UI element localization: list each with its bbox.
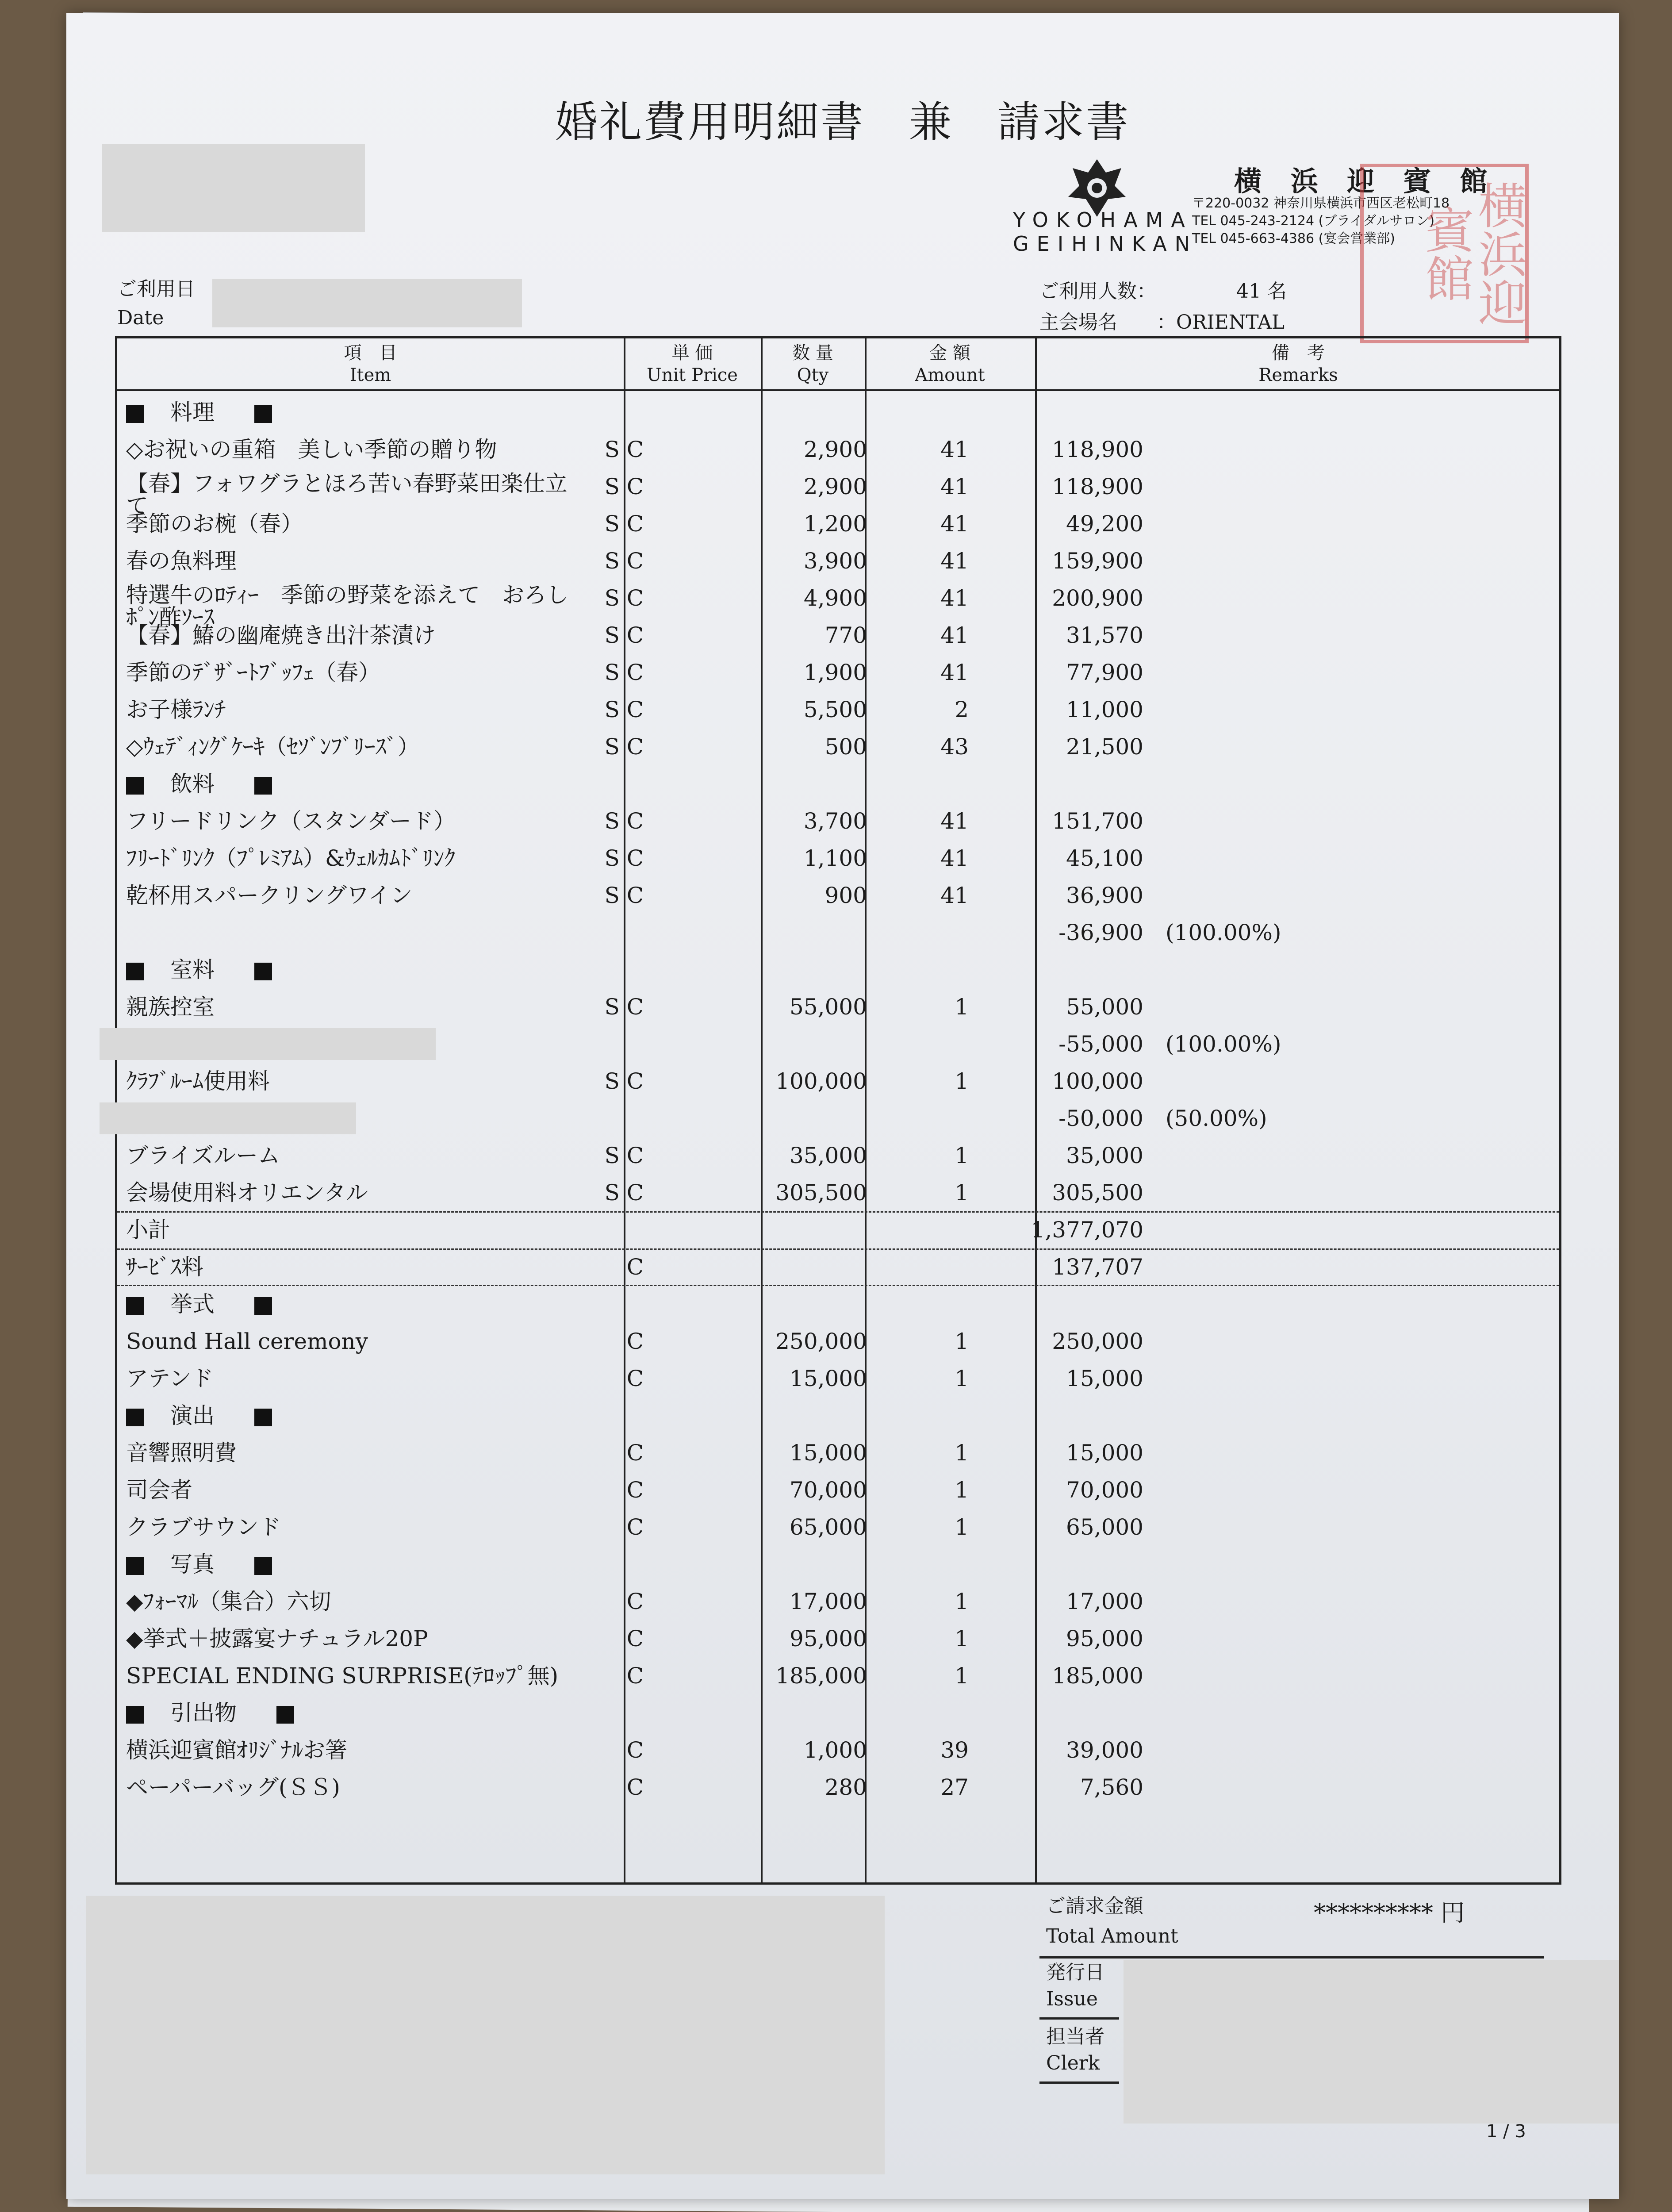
remarks: (100.00%): [1166, 920, 1281, 945]
tax-code: C: [626, 1329, 644, 1354]
tax-code: S C: [604, 622, 644, 648]
invoice-table: [115, 336, 1561, 1885]
section-heading-label: 写真: [170, 1551, 215, 1577]
section-heading-row: [117, 765, 1559, 803]
amount: 11,000: [1066, 697, 1143, 722]
issue-label-jp: 発行日: [1046, 1961, 1104, 1984]
amount: -50,000: [1058, 1106, 1143, 1131]
quantity: 1: [955, 1663, 969, 1689]
line-item-row: [117, 691, 1559, 728]
item-name: フリードリンク（スタンダード）: [126, 808, 456, 834]
tax-code: S C: [604, 1180, 644, 1206]
issue-label-en: Issue: [1046, 1988, 1098, 2010]
tax-code: C: [626, 1774, 644, 1800]
amount: 7,560: [1080, 1774, 1143, 1800]
guests-label: ご利用人数：: [1039, 280, 1156, 303]
tax-code: C: [626, 1737, 644, 1763]
item-name: ブライズルーム: [126, 1143, 280, 1168]
redacted-discount-name: [100, 1102, 356, 1134]
tax-code: S C: [604, 1068, 644, 1094]
item-name: ◆ﾌｫｰﾏﾙ（集合）六切: [126, 1589, 331, 1614]
item-name: 季節のﾃﾞｻﾞｰﾄﾌﾞｯﾌｪ（春）: [126, 660, 380, 685]
invoice-paper: [66, 13, 1619, 2199]
service-charge-amount: 137,707: [1052, 1254, 1143, 1280]
tax-code: C: [626, 1440, 644, 1466]
quantity: 41: [940, 437, 969, 462]
unit-price: 2,900: [803, 474, 867, 499]
unit-price: 65,000: [790, 1514, 867, 1540]
square-bullet-icon: [254, 405, 272, 423]
amount: 305,500: [1052, 1180, 1143, 1206]
square-bullet-icon: [254, 1557, 272, 1575]
unit-price: 15,000: [790, 1440, 867, 1466]
quantity: 41: [940, 883, 969, 908]
quantity: 41: [940, 808, 969, 834]
section-heading: [126, 394, 577, 431]
amount: 250,000: [1052, 1329, 1143, 1354]
unit-price: 4,900: [803, 585, 867, 611]
amount: 15,000: [1066, 1440, 1143, 1466]
line-item-row: [117, 1769, 1559, 1806]
unit-price: 250,000: [775, 1329, 867, 1354]
line-item-row: [117, 431, 1559, 468]
redacted-issue-clerk: [1124, 1960, 1619, 2124]
amount: 17,000: [1066, 1589, 1143, 1614]
unit-price: 280: [824, 1774, 867, 1800]
amount: 31,570: [1066, 622, 1143, 648]
quantity: 41: [940, 845, 969, 871]
quantity: 1: [955, 1514, 969, 1540]
amount: 77,900: [1066, 660, 1143, 685]
date-label-jp: ご利用日: [117, 278, 195, 300]
tax-code: C: [626, 1366, 644, 1391]
amount: 49,200: [1066, 511, 1143, 537]
quantity: 1: [955, 1626, 969, 1651]
item-name: アテンド: [126, 1366, 214, 1391]
quantity: 1: [955, 1180, 969, 1206]
total-label-en: Total Amount: [1046, 1925, 1178, 1947]
section-heading-label: 飲料: [170, 771, 215, 797]
tax-code: S C: [604, 437, 644, 462]
tax-code: S C: [604, 1143, 644, 1168]
item-name: ◇ｳｪﾃﾞｨﾝｸﾞｹｰｷ（ｾｿﾞﾝﾌﾞﾘｰｽﾞ）: [126, 734, 420, 760]
quantity: 1: [955, 1068, 969, 1094]
item-name: 季節のお椀（春）: [126, 511, 303, 537]
section-heading-label: 料理: [170, 399, 215, 425]
square-bullet-icon: [254, 777, 272, 795]
header-unit-price: 単 価 Unit Price: [647, 343, 738, 385]
header-remarks: 備 考 Remarks: [1258, 343, 1338, 385]
item-name: 会場使用料オリエンタル: [126, 1180, 368, 1206]
unit-price: 15,000: [790, 1366, 867, 1391]
redacted-date: [212, 279, 522, 327]
tax-code: S C: [604, 994, 644, 1020]
tax-code: S C: [604, 845, 644, 871]
header-item: 項 目 Item: [344, 343, 397, 385]
quantity: 41: [940, 622, 969, 648]
item-name: 親族控室: [126, 994, 215, 1020]
redacted-recipient: [102, 144, 365, 232]
section-heading-label: 演出: [170, 1403, 215, 1429]
amount: 100,000: [1052, 1068, 1143, 1094]
item-name: ◆挙式＋披露宴ナチュラル20P: [126, 1626, 428, 1651]
quantity: 2: [955, 697, 969, 722]
line-item-row: [117, 1360, 1559, 1397]
hall-label: 主会場名: [1039, 311, 1117, 334]
line-item-row: [117, 468, 1559, 517]
item-name: 特選牛のﾛﾃｨｰ 季節の野菜を添えて おろしﾎﾟﾝ酢ｿｰｽ: [126, 584, 568, 628]
unit-price: 17,000: [790, 1589, 867, 1614]
amount: -36,900: [1058, 920, 1143, 945]
line-item-row: [117, 1583, 1559, 1620]
quantity: 41: [940, 474, 969, 499]
service-charge-row: [117, 1248, 1559, 1286]
unit-price: 2,900: [803, 437, 867, 462]
subtotal-row: [117, 1211, 1559, 1248]
amount: 151,700: [1052, 808, 1143, 834]
section-heading-label: 室料: [170, 957, 215, 983]
tax-code: S C: [604, 474, 644, 499]
section-heading-row: [117, 1546, 1559, 1583]
unit-price: 55,000: [790, 994, 867, 1020]
tax-code: S C: [604, 585, 644, 611]
section-heading-label: 挙式: [170, 1291, 215, 1317]
amount: 35,000: [1066, 1143, 1143, 1168]
venue-name-en-1: YOKOHAMA: [1013, 208, 1193, 232]
item-name: ﾌﾘｰﾄﾞﾘﾝｸ（ﾌﾟﾚﾐｱﾑ）&ｳｪﾙｶﾑﾄﾞﾘﾝｸ: [126, 845, 456, 871]
square-bullet-icon: [126, 963, 144, 980]
line-item-row: [117, 1509, 1559, 1546]
section-heading-row: [117, 1286, 1559, 1323]
square-bullet-icon: [254, 1409, 272, 1426]
tax-code: C: [626, 1514, 644, 1540]
clerk-label-jp: 担当者: [1046, 2025, 1104, 2048]
line-item-row: [117, 1063, 1559, 1100]
item-name: 司会者: [126, 1477, 192, 1503]
section-heading: [126, 951, 577, 988]
quantity: 43: [940, 734, 969, 760]
unit-price: 1,000: [803, 1737, 867, 1763]
quantity: 39: [940, 1737, 969, 1763]
line-item-row: [117, 914, 1559, 951]
line-item-row: [117, 505, 1559, 542]
quantity: 41: [940, 511, 969, 537]
quantity: 1: [955, 1589, 969, 1614]
unit-price: 305,500: [775, 1180, 867, 1206]
square-bullet-icon: [126, 777, 144, 795]
unit-price: 500: [824, 734, 867, 760]
section-heading: [126, 1694, 577, 1732]
unit-price: 95,000: [790, 1626, 867, 1651]
unit-price: 100,000: [775, 1068, 867, 1094]
unit-price: 900: [824, 883, 867, 908]
redacted-notes: [86, 1896, 885, 2174]
quantity: 1: [955, 1440, 969, 1466]
item-name: 横浜迎賓館ｵﾘｼﾞﾅﾙお箸: [126, 1737, 347, 1763]
tax-code: C: [626, 1663, 644, 1689]
header-amount: 金 額 Amount: [915, 343, 985, 385]
amount: 159,900: [1052, 548, 1143, 574]
line-item-row: [117, 877, 1559, 914]
venue-tel-2: TEL 045-663-4386 (宴会営業部): [1192, 231, 1395, 246]
quantity: 1: [955, 1477, 969, 1503]
quantity: 1: [955, 1366, 969, 1391]
square-bullet-icon: [126, 1557, 144, 1575]
tax-code: C: [626, 1589, 644, 1614]
square-bullet-icon: [254, 1297, 272, 1315]
amount: 70,000: [1066, 1477, 1143, 1503]
square-bullet-icon: [254, 963, 272, 980]
line-item-row: [117, 617, 1559, 654]
line-item-row: [117, 542, 1559, 580]
section-heading-row: [117, 951, 1559, 988]
line-item-row: [117, 1025, 1559, 1063]
tax-code: C: [626, 1626, 644, 1651]
section-heading: [126, 1397, 577, 1434]
amount: 45,100: [1066, 845, 1143, 871]
clerk-label-en: Clerk: [1046, 2052, 1100, 2074]
tax-code: S C: [604, 511, 644, 537]
unit-price: 185,000: [775, 1663, 867, 1689]
section-heading-label: 引出物: [170, 1700, 237, 1726]
tax-code: S C: [604, 734, 644, 760]
quantity: 41: [940, 548, 969, 574]
line-item-row: [117, 803, 1559, 840]
quantity: 1: [955, 1329, 969, 1354]
subtotal-amount: 1,377,070: [1031, 1217, 1143, 1243]
item-name: お子様ﾗﾝﾁ: [126, 697, 226, 722]
section-heading-row: [117, 1397, 1559, 1434]
hall-value: ：ORIENTAL: [1157, 311, 1285, 334]
line-item-row: [117, 1174, 1559, 1211]
line-item-row: [117, 654, 1559, 691]
line-item-row: [117, 1323, 1559, 1360]
tax-code: S C: [604, 808, 644, 834]
item-name: SPECIAL ENDING SURPRISE(ﾃﾛｯﾌﾟ無): [126, 1663, 559, 1689]
amount: 65,000: [1066, 1514, 1143, 1540]
item-name: Sound Hall ceremony: [126, 1329, 368, 1354]
tax-code: S C: [604, 548, 644, 574]
tax-code: S C: [604, 697, 644, 722]
total-value: ********** 円: [1314, 1899, 1465, 1927]
item-name: クラブサウンド: [126, 1514, 281, 1540]
section-heading: [126, 1286, 577, 1323]
amount: 55,000: [1066, 994, 1143, 1020]
page-number: 1 / 3: [1486, 2121, 1526, 2142]
tax-code: S C: [604, 660, 644, 685]
item-name: ◇お祝いの重箱 美しい季節の贈り物: [126, 437, 497, 462]
amount: 21,500: [1066, 734, 1143, 760]
line-item-row: [117, 840, 1559, 877]
amount: 118,900: [1052, 437, 1143, 462]
quantity: 1: [955, 1143, 969, 1168]
amount: 15,000: [1066, 1366, 1143, 1391]
tax-code: C: [626, 1477, 644, 1503]
tax-code: C: [626, 1254, 644, 1280]
section-heading: [126, 1546, 577, 1583]
unit-price: 3,900: [803, 548, 867, 574]
quantity: 41: [940, 660, 969, 685]
venue-tel-1: TEL 045-243-2124 (ブライダルサロン): [1192, 213, 1435, 229]
amount: -55,000: [1058, 1031, 1143, 1057]
date-label-en: Date: [117, 307, 164, 329]
unit-price: 1,100: [803, 845, 867, 871]
unit-price: 3,700: [803, 808, 867, 834]
line-item-row: [117, 580, 1559, 628]
unit-price: 70,000: [790, 1477, 867, 1503]
section-heading-row: [117, 394, 1559, 431]
quantity: 27: [940, 1774, 969, 1800]
line-item-row: [117, 1657, 1559, 1694]
item-name: 【春】フォワグラとほろ苦い春野菜田楽仕立て: [126, 472, 568, 517]
line-item-row: [117, 988, 1559, 1025]
quantity: 41: [940, 585, 969, 611]
amount: 39,000: [1066, 1737, 1143, 1763]
document-title: 婚礼費用明細書 兼 請求書: [555, 97, 1130, 147]
amount: 118,900: [1052, 474, 1143, 499]
venue-name: 横 浜 迎 賓 館: [1234, 165, 1497, 197]
redacted-discount-name: [100, 1028, 436, 1060]
square-bullet-icon: [126, 405, 144, 423]
square-bullet-icon: [126, 1409, 144, 1426]
item-name: ペーパーバッグ(ＳＳ): [126, 1774, 341, 1800]
unit-price: 770: [824, 622, 867, 648]
unit-price: 5,500: [803, 697, 867, 722]
amount: 185,000: [1052, 1663, 1143, 1689]
item-name: 【春】鰆の幽庵焼き出汁茶漬け: [126, 622, 436, 648]
amount: 36,900: [1066, 883, 1143, 908]
item-name: ｸﾗﾌﾞﾙｰﾑ使用料: [126, 1068, 270, 1094]
amount: 200,900: [1052, 585, 1143, 611]
line-item-row: [117, 1620, 1559, 1657]
item-name: 乾杯用スパークリングワイン: [126, 883, 413, 908]
service-charge-label: ｻｰﾋﾞｽ料: [126, 1254, 203, 1280]
remarks: (50.00%): [1166, 1106, 1267, 1131]
venue-address: 〒220-0032 神奈川県横浜市西区老松町18: [1192, 196, 1450, 211]
remarks: (100.00%): [1166, 1031, 1281, 1057]
header-qty: 数 量 Qty: [792, 343, 833, 385]
quantity: 1: [955, 994, 969, 1020]
unit-price: 1,900: [803, 660, 867, 685]
venue-name-en-2: GEIHINKAN: [1013, 232, 1198, 256]
line-item-row: [117, 728, 1559, 765]
line-item-row: [117, 1434, 1559, 1471]
square-bullet-icon: [126, 1706, 144, 1724]
line-item-row: [117, 1137, 1559, 1174]
amount: 95,000: [1066, 1626, 1143, 1651]
tax-code: S C: [604, 883, 644, 908]
subtotal-label: 小計: [126, 1217, 170, 1243]
square-bullet-icon: [276, 1706, 294, 1724]
square-bullet-icon: [126, 1297, 144, 1315]
line-item-row: [117, 1732, 1559, 1769]
total-label-jp: ご請求金額: [1046, 1895, 1143, 1917]
item-name: 春の魚料理: [126, 548, 237, 574]
line-item-row: [117, 1471, 1559, 1509]
item-name: 音響照明費: [126, 1440, 237, 1466]
section-heading-row: [117, 1694, 1559, 1732]
line-item-row: [117, 1100, 1559, 1137]
unit-price: 35,000: [790, 1143, 867, 1168]
unit-price: 1,200: [803, 511, 867, 537]
section-heading: [126, 765, 577, 803]
company-seal: 横浜迎賓館: [1360, 164, 1529, 343]
guests-value: 41 名: [1236, 280, 1287, 303]
